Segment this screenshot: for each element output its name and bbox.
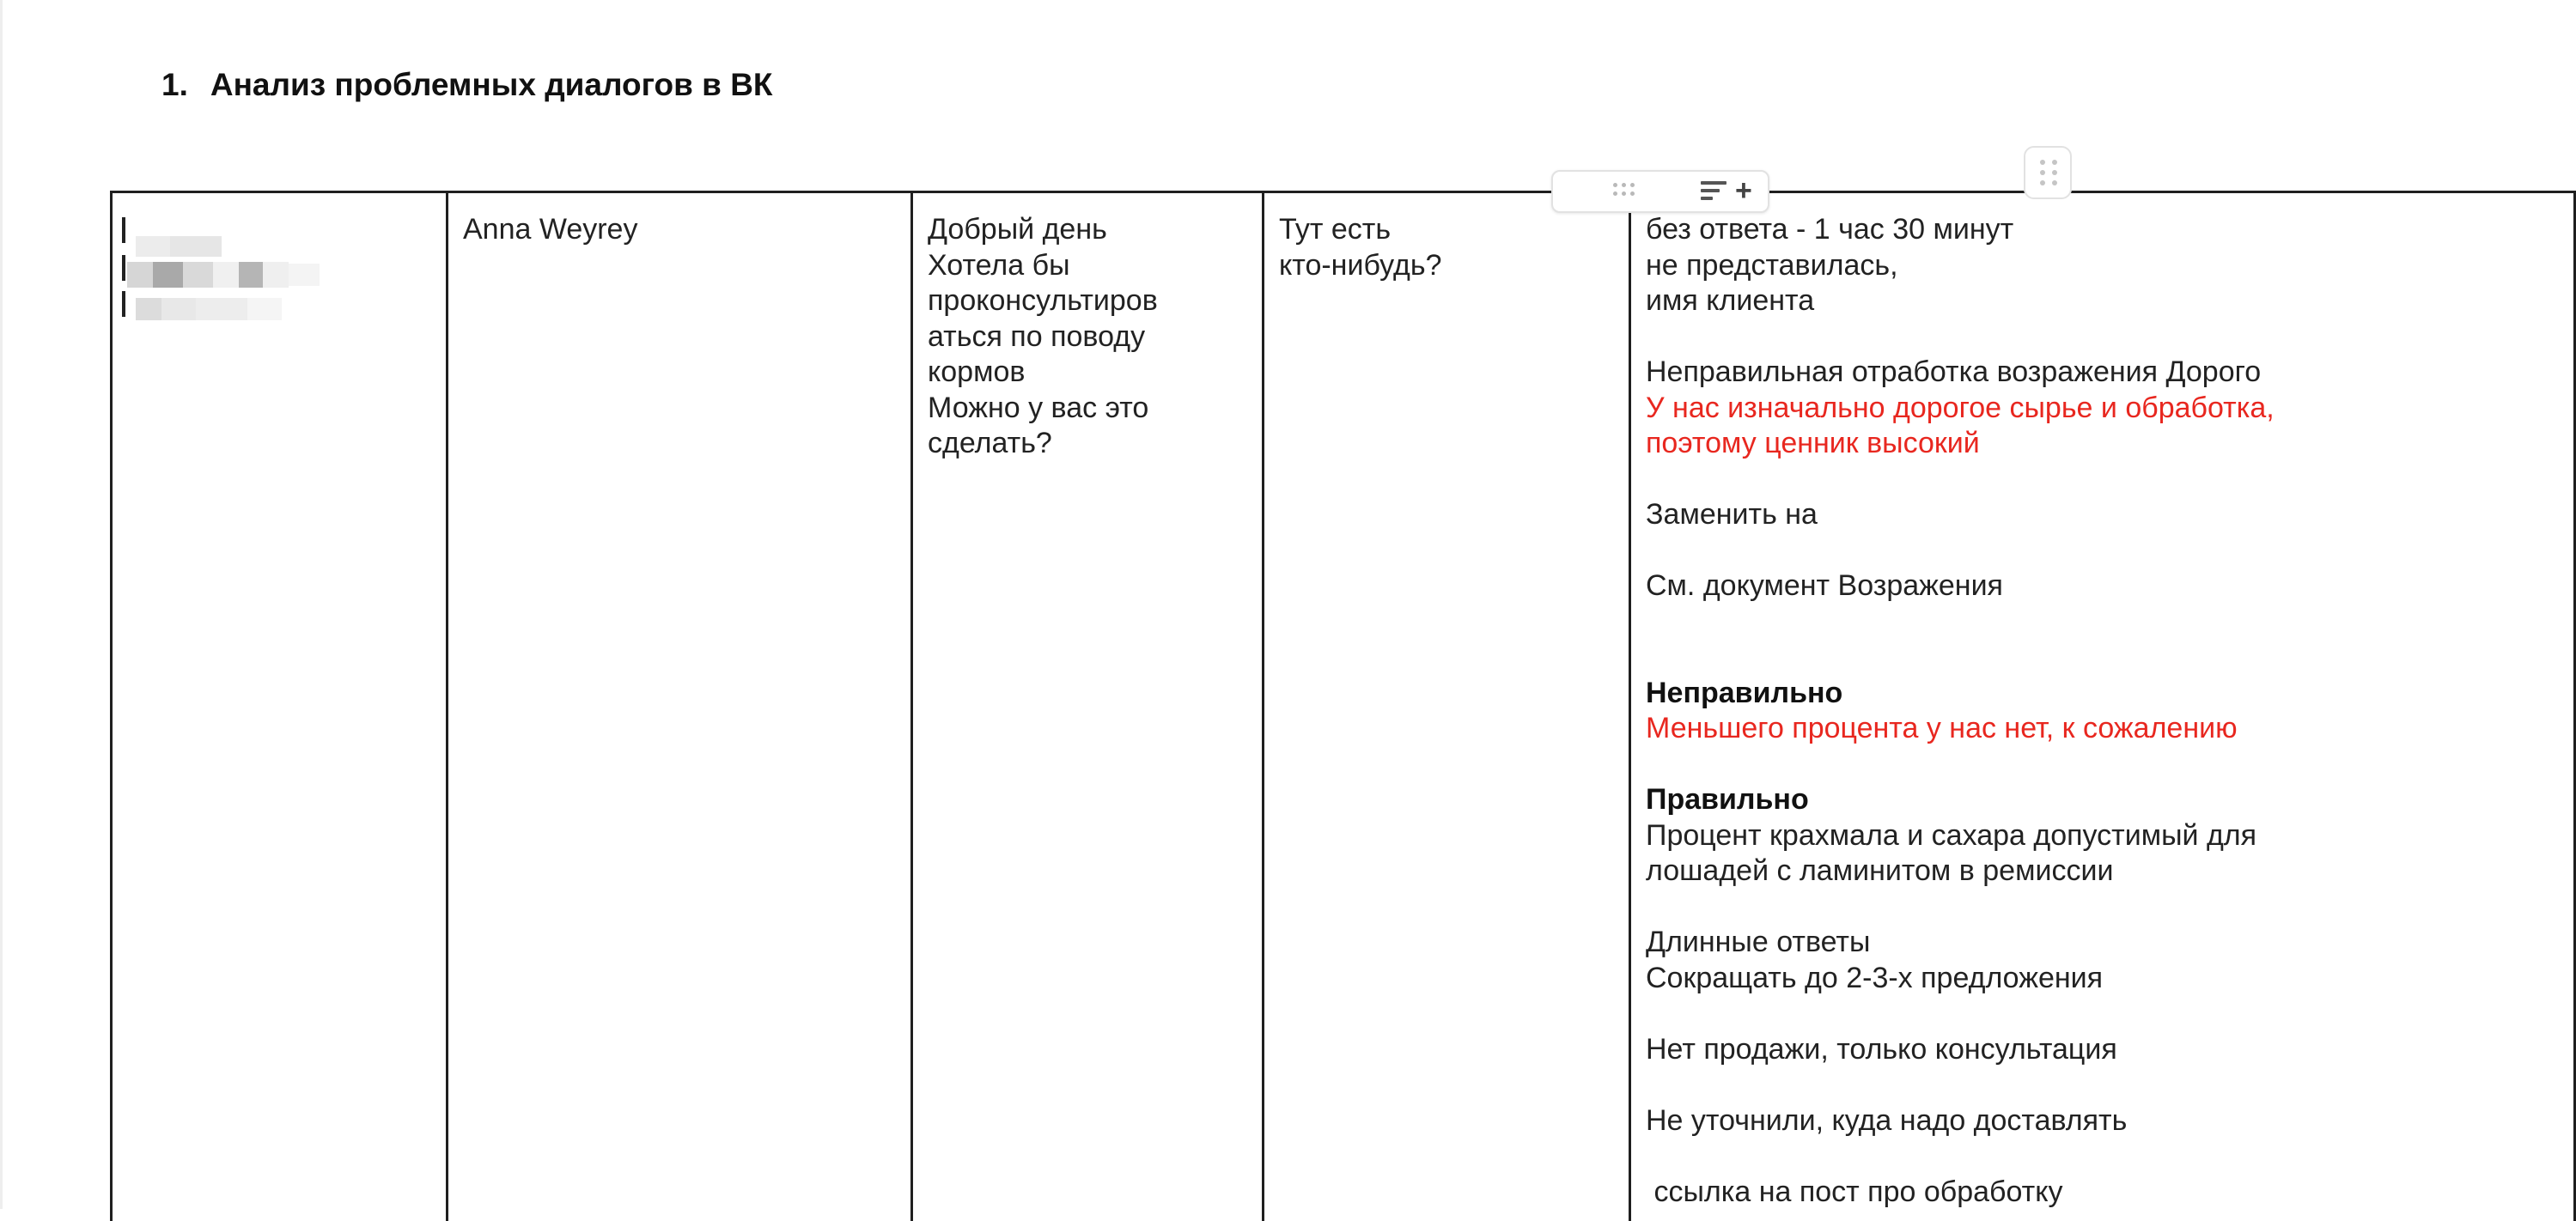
shorten-note: Сокращать до 2-3-х предложения <box>1646 961 2559 997</box>
client-message-line: Хотела бы <box>928 248 1247 284</box>
table-floating-toolbar <box>1551 170 1769 213</box>
client-name-note: имя клиента <box>1646 283 2559 319</box>
followup-line: Тут есть <box>1279 212 1614 248</box>
no-sale-note: Нет продажи, только консультация <box>1646 1032 2559 1068</box>
table-row <box>112 192 2575 1221</box>
redacted-client-info <box>127 212 431 324</box>
wait-time-note: без ответа - 1 час 30 минут <box>1646 212 2559 248</box>
client-message-line: сделать? <box>928 426 1247 462</box>
sort-icon[interactable] <box>1701 181 1726 202</box>
plus-icon[interactable]: + <box>1735 174 1752 207</box>
objection-reply-line: У нас изначально дорогое сырье и обработка, <box>1646 391 2559 427</box>
client-message-line: аться по поводу <box>928 319 1247 355</box>
author-cell[interactable] <box>448 192 912 1221</box>
client-cell-redacted[interactable] <box>112 192 448 1221</box>
analysis-cell[interactable] <box>1630 192 2575 1221</box>
right-example-line: лошадей с ламинитом в ремиссии <box>1646 853 2559 890</box>
followup-message-cell[interactable] <box>1264 192 1630 1221</box>
replace-with-note: Заменить на <box>1646 497 2559 533</box>
client-message-line: Добрый день <box>928 212 1247 248</box>
section-heading <box>161 67 773 103</box>
heading-title: Анализ проблемных диалогов в ВК <box>210 67 773 103</box>
client-message-line: проконсультиров <box>928 283 1247 319</box>
client-message-line: Можно у вас это <box>928 391 1247 427</box>
page-edge <box>0 0 3 1209</box>
heading-number: 1. <box>161 67 188 103</box>
post-link-note: ссылка на пост про обработку <box>1646 1175 2559 1211</box>
objection-title: Неправильная отработка возражения Дорого <box>1646 355 2559 391</box>
wrong-label: Неправильно <box>1646 676 2559 712</box>
wrong-example: Меньшего процента у нас нет, к сожалению <box>1646 711 2559 747</box>
no-intro-note: не представилась, <box>1646 248 2559 284</box>
right-example-line: Процент крахмала и сахара допустимый для <box>1646 818 2559 854</box>
objection-reply-line: поэтому ценник высокий <box>1646 426 2559 462</box>
see-document-note: См. документ Возражения <box>1646 568 2559 604</box>
right-label: Правильно <box>1646 782 2559 818</box>
author-name: Anna Weyrey <box>463 212 896 248</box>
long-answers-note: Длинные ответы <box>1646 925 2559 961</box>
client-message-line: кормов <box>928 355 1247 391</box>
dialog-analysis-table <box>110 191 2576 1221</box>
drag-grip-icon[interactable] <box>1613 183 1635 196</box>
grip-vertical-icon <box>2040 160 2057 185</box>
no-delivery-note: Не уточнили, куда надо доставлять <box>1646 1103 2559 1139</box>
client-message-cell[interactable] <box>912 192 1264 1221</box>
block-drag-handle[interactable] <box>2024 146 2072 199</box>
followup-line: кто-нибудь? <box>1279 248 1614 284</box>
